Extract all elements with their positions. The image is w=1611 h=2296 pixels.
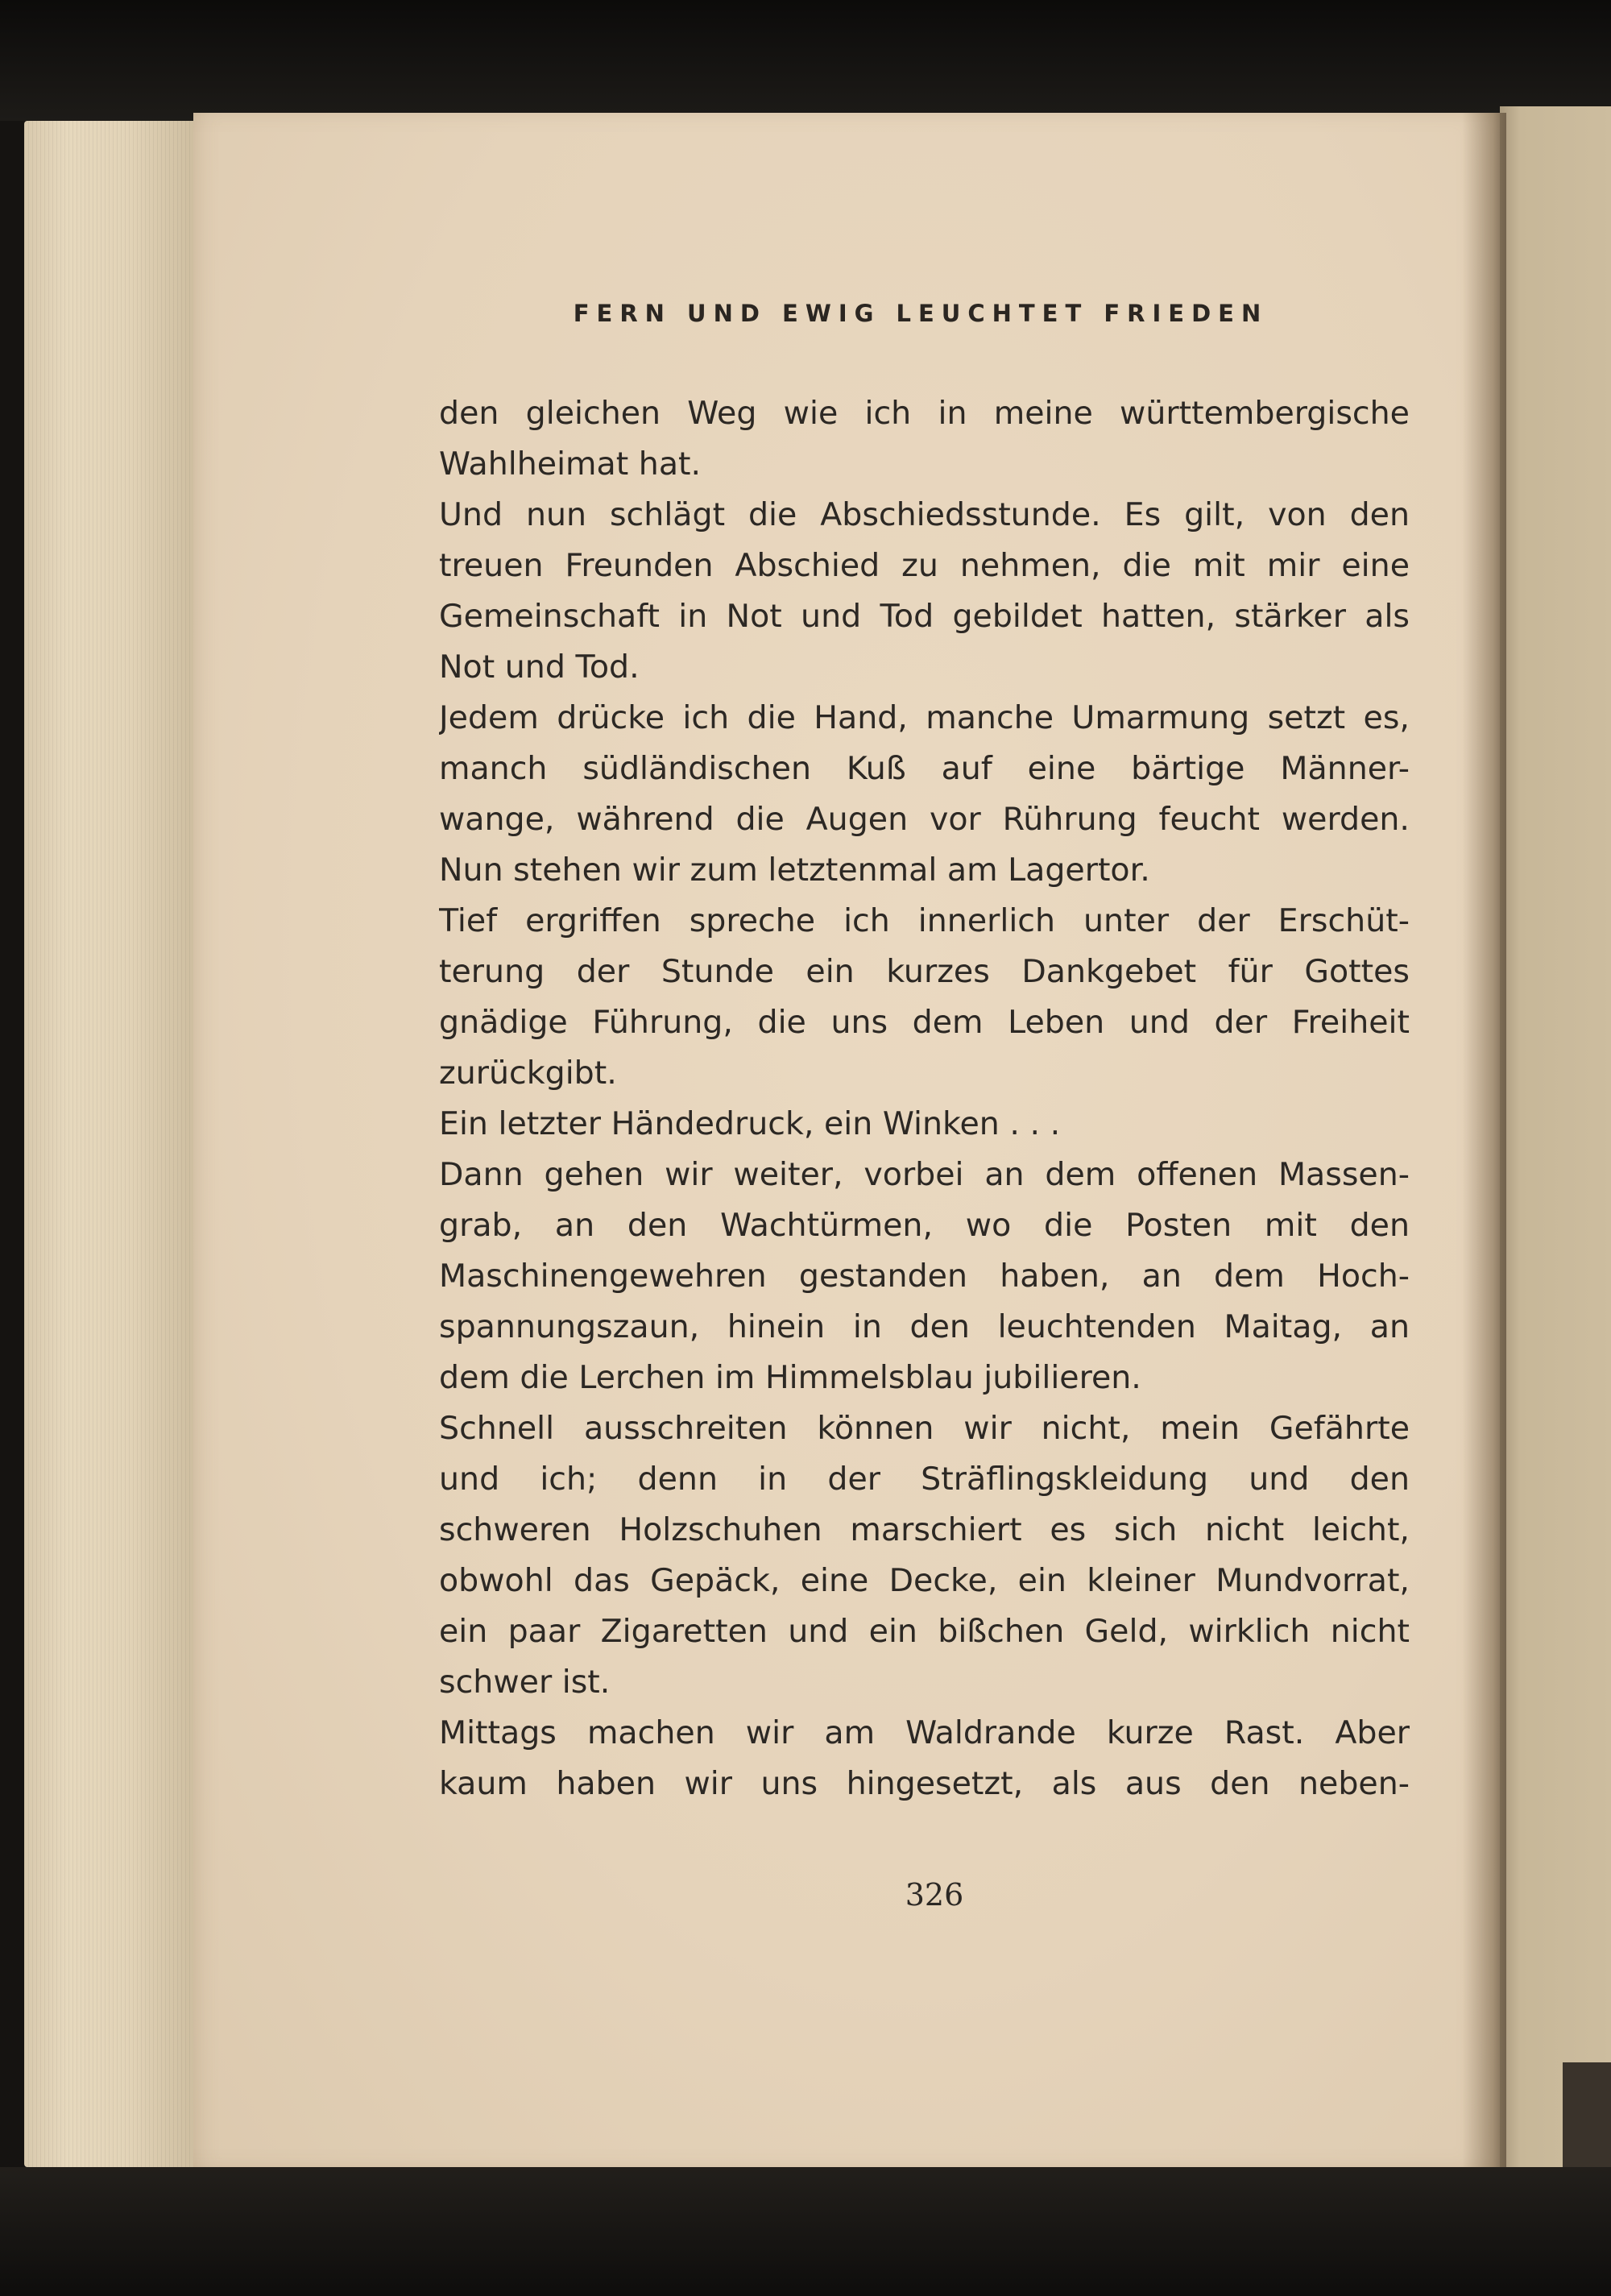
text-line: ein paar Zigaretten und ein bißchen Geld, wirklich nicht: [439, 1613, 1410, 1650]
text-line: treuen Freunden Abschied zu nehmen, die mit mir eine: [439, 547, 1410, 584]
book-gutter: [1462, 113, 1506, 2169]
text-line: zurückgibt.: [439, 1055, 617, 1092]
text-line: Und nun schlägt die Abschiedsstunde. Es gilt, von den: [439, 496, 1410, 533]
text-line: dem die Lerchen im Himmelsblau jubilieren.: [439, 1359, 1141, 1396]
text-line: Gemeinschaft in Not und Tod gebildet hatten, stärker als: [439, 598, 1410, 635]
text-line: Nun stehen wir zum letztenmal am Lagertor.: [439, 852, 1150, 889]
page-number: 326: [905, 1877, 964, 1913]
text-line: Not und Tod.: [439, 649, 640, 686]
background-bottom: [0, 2167, 1611, 2296]
text-line: Tief ergriffen spreche ich innerlich unter der Erschüt-: [439, 902, 1410, 939]
text-line: spannungszaun, hinein in den leuchtenden Maitag, an: [439, 1308, 1410, 1345]
text-line: gnädige Führung, die uns dem Leben und der Freiheit: [439, 1004, 1410, 1041]
text-line: Dann gehen wir weiter, vorbei an dem offenen Massen-: [439, 1156, 1410, 1193]
facing-page-edge: [1500, 106, 1611, 2169]
text-line: Maschinengewehren gestanden haben, an dem Hoch-: [439, 1258, 1410, 1295]
text-line: wange, während die Augen vor Rührung feucht werden.: [439, 801, 1410, 838]
text-line: obwohl das Gepäck, eine Decke, ein kleiner Mundvorrat,: [439, 1562, 1410, 1599]
body-text: [439, 388, 1410, 1809]
text-line: und ich; denn in der Sträflingskleidung und den: [439, 1461, 1410, 1498]
text-line: kaum haben wir uns hingesetzt, als aus den neben-: [439, 1765, 1410, 1802]
text-line: manch südländischen Kuß auf eine bärtige Männer-: [439, 750, 1410, 787]
text-line: terung der Stunde ein kurzes Dankgebet für Gottes: [439, 953, 1410, 990]
facing-page-shadow: [1563, 2062, 1611, 2175]
book-page-edges: [24, 121, 197, 2167]
text-line: schwer ist.: [439, 1664, 611, 1701]
text-line: schweren Holzschuhen marschiert es sich nicht leicht,: [439, 1511, 1410, 1548]
text-line: Schnell ausschreiten können wir nicht, mein Gefährte: [439, 1410, 1410, 1447]
background-top: [0, 0, 1611, 121]
text-line: Ein letzter Händedruck, ein Winken . . .: [439, 1105, 1061, 1142]
text-line: Wahlheimat hat.: [439, 446, 702, 483]
text-line: Mittags machen wir am Waldrande kurze Rast. Aber: [439, 1714, 1410, 1751]
text-line: grab, an den Wachtürmen, wo die Posten mit den: [439, 1207, 1410, 1244]
text-line: den gleichen Weg wie ich in meine württembergische: [439, 395, 1410, 432]
text-line: Jedem drücke ich die Hand, manche Umarmung setzt es,: [439, 699, 1410, 736]
running-head: FERN UND EWIG LEUCHTET FRIEDEN: [573, 300, 1269, 327]
